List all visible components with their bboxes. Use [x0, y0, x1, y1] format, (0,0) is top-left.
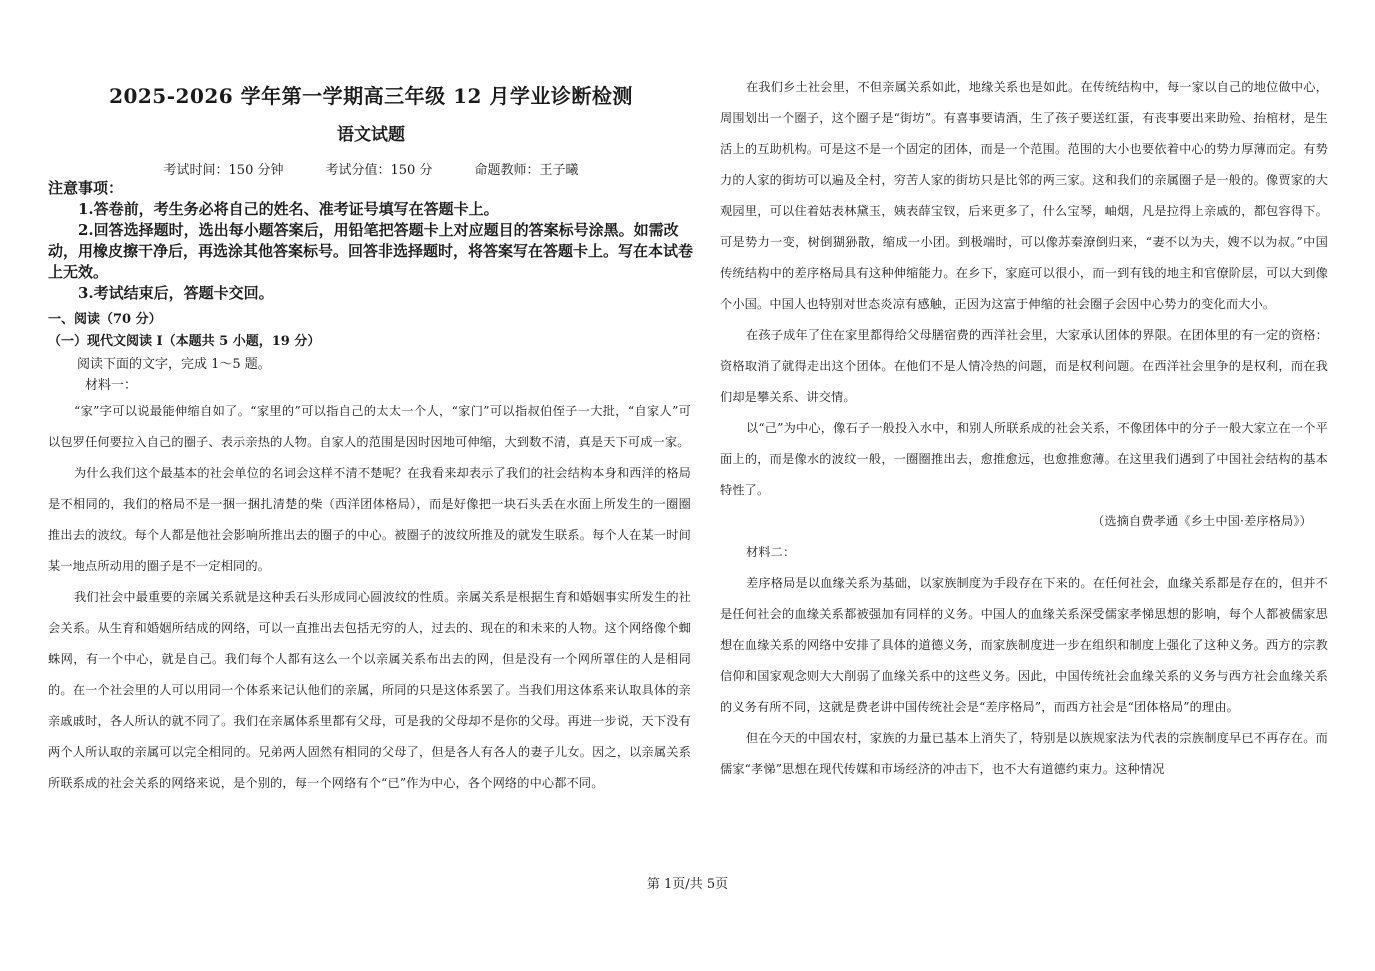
- reading-instruction: 阅读下面的文字，完成 1～5 题。: [77, 357, 271, 372]
- exam-subtitle: 语文试题: [337, 125, 405, 145]
- exam-teacher: 命题教师：王子曦: [474, 163, 579, 178]
- material-two-label: 材料二：: [746, 545, 796, 559]
- notice-block: [48, 178, 694, 304]
- subsection-heading: （一）现代文阅读 I（本题共 5 小题，19 分）: [48, 334, 321, 349]
- paragraph: 我们社会中最重要的亲属关系就是这种丢石头形成同心圆波纹的性质。亲属关系是根据生育和婚姻事实所发生的社会关系。从生育和婚姻所结成的网络，可以一直推出去包括无穷的人，过去的、现在的和未来的人物。这个网络像个蜘蛛网，有一个中心，就是自己。我们每个人都有这么一个以亲属关系布出去的网，但是没有一个网所罩住的人是相同的。在一个社会里的人可以用同一个体系来记认他们的亲属，所同的只是这体系罢了。当我们用这体系来认取具体的亲亲戚戚时，各人所认的就不同了。我们在亲属体系里都有父母，可是我的父母却不是你的父母。再进一步说，天下没有两个人所认取的亲属可以完全相同的。兄弟两人固然有相同的父母了，但是各人有各人的妻子儿女。因之，以亲属关系所联系成的社会关系的网络来说，是个别的，每一个网络有个“已”作为中心，各个网络的中心都不同。: [48, 590, 691, 790]
- page-number: 第 1页/共 5页: [646, 877, 729, 892]
- paragraph: 为什么我们这个最基本的社会单位的名词会这样不清不楚呢？在我看来却表示了我们的社会结构本身和西洋的格局是不相同的，我们的格局不是一捆一捆扎清楚的柴（西洋团体格局），而是好像把一块石头丢在水面上所发生的一圈圈推出去的波纹。每个人都是他社会影响所推出去的圈子的中心。被圈子的波纹所推及的就发生联系。每个人在某一时间某一地点所动用的圈子是不一定相同的。: [48, 466, 691, 573]
- source-citation: （选摘自费孝通《乡土中国·差序格局》）: [1092, 514, 1312, 528]
- exam-time: 考试时间：150 分钟: [163, 163, 284, 178]
- notice-heading: 注意事项：: [48, 179, 124, 197]
- exam-score: 考试分值：150 分: [325, 163, 433, 178]
- material-one-label: 材料一：: [85, 378, 138, 393]
- notice-item: 3.考试结束后，答题卡交回。: [78, 284, 274, 302]
- paragraph: 在我们乡土社会里，不但亲属关系如此，地缘关系也是如此。在传统结构中，每一家以自己的地位做中心，周围划出一个圈子，这个圈子是“街坊”。有喜事要请酒，生了孩子要送红蛋，有丧事要出来助殓、抬棺材，是生活上的互助机构。可是这不是一个固定的团体，而是一个范围。范围的大小也要依着中心的势力厚薄而定。有势力的人家的街坊可以遍及全村，穷苦人家的街坊只是比邻的两三家。这和我们的亲属圈子是一般的。像贾家的大观园里，可以住着姑表林黛玉，姨表薛宝钗，后来更多了，什么宝琴，岫烟，凡是拉得上亲戚的，都包容得下。可是势力一变，树倒猢狲散，缩成一小团。到极端时，可以像苏秦潦倒归来，“妻不以为夫，嫂不以为叔。”中国传统结构中的差序格局具有这种伸缩能力。在乡下，家庭可以很小，而一到有钱的地主和官僚阶层，可以大到像个小国。中国人也特别对世态炎凉有感触，正因为这富于伸缩的社会圈子会因中心势力的变化而大小。: [720, 80, 1328, 311]
- section-heading: 一、阅读（70 分）: [48, 312, 162, 327]
- exam-meta: [48, 159, 694, 178]
- notice-item: 1.答卷前，考生务必将自己的姓名、准考证号填写在答题卡上。: [78, 200, 499, 218]
- paragraph: 差序格局是以血缘关系为基础，以家族制度为手段存在下来的。在任何社会，血缘关系都是存在的，但并不是任何社会的血缘关系都被强加有同样的义务。中国人的血缘关系深受儒家孝悌思想的影响，每个人都被儒家思想在血缘关系的网络中安排了具体的道德义务，而家族制度进一步在组织和制度上强化了这种义务。西方的宗教信仰和国家观念则大大削弱了血缘关系中的这些义务。因此，中国传统社会血缘关系的义务与西方社会血缘关系的义务有所不同，这就是费老讲中国传统社会是“差序格局”，而西方社会是“团体格局”的理由。: [720, 576, 1328, 714]
- notice-item: 2.回答选择题时，选出每小题答案后，用铅笔把答题卡上对应题目的答案标号涂黑。如需改动，用橡皮擦干净后，再选涂其他答案标号。回答非选择题时，将答案写在答题卡上。写在本试卷上无效。: [48, 221, 694, 281]
- right-column-text: [720, 72, 1328, 785]
- paragraph: 在孩子成年了住在家里都得给父母膳宿费的西洋社会里，大家承认团体的界限。在团体里的有一定的资格：资格取消了就得走出这个团体。在他们不是人情冷热的问题，而是权利问题。在西洋社会里争的是权利，而在我们却是攀关系、讲交情。: [720, 328, 1328, 404]
- exam-title: 2025-2026 学年第一学期高三年级 12 月学业诊断检测: [109, 84, 633, 108]
- paragraph: 但在今天的中国农村，家族的力量已基本上消失了，特别是以族规家法为代表的宗族制度早已不再存在。而儒家“孝悌”思想在现代传媒和市场经济的冲击下，也不大有道德约束力。这种情况: [720, 731, 1328, 776]
- paragraph: “家”字可以说最能伸缩自如了。“家里的”可以指自己的太太一个人，“家门”可以指叔伯侄子一大批，“自家人”可以包罗任何要拉入自己的圈子、表示亲热的人物。自家人的范围是因时因地可伸缩，大到数不清，真是天下可成一家。: [48, 404, 691, 449]
- left-column-text: [48, 396, 691, 799]
- paragraph: 以“己”为中心，像石子一般投入水中，和别人所联系成的社会关系，不像团体中的分子一般大家立在一个平面上的，而是像水的波纹一般，一圈圈推出去，愈推愈远，也愈推愈薄。在这里我们遇到了中国社会结构的基本特性了。: [720, 421, 1328, 497]
